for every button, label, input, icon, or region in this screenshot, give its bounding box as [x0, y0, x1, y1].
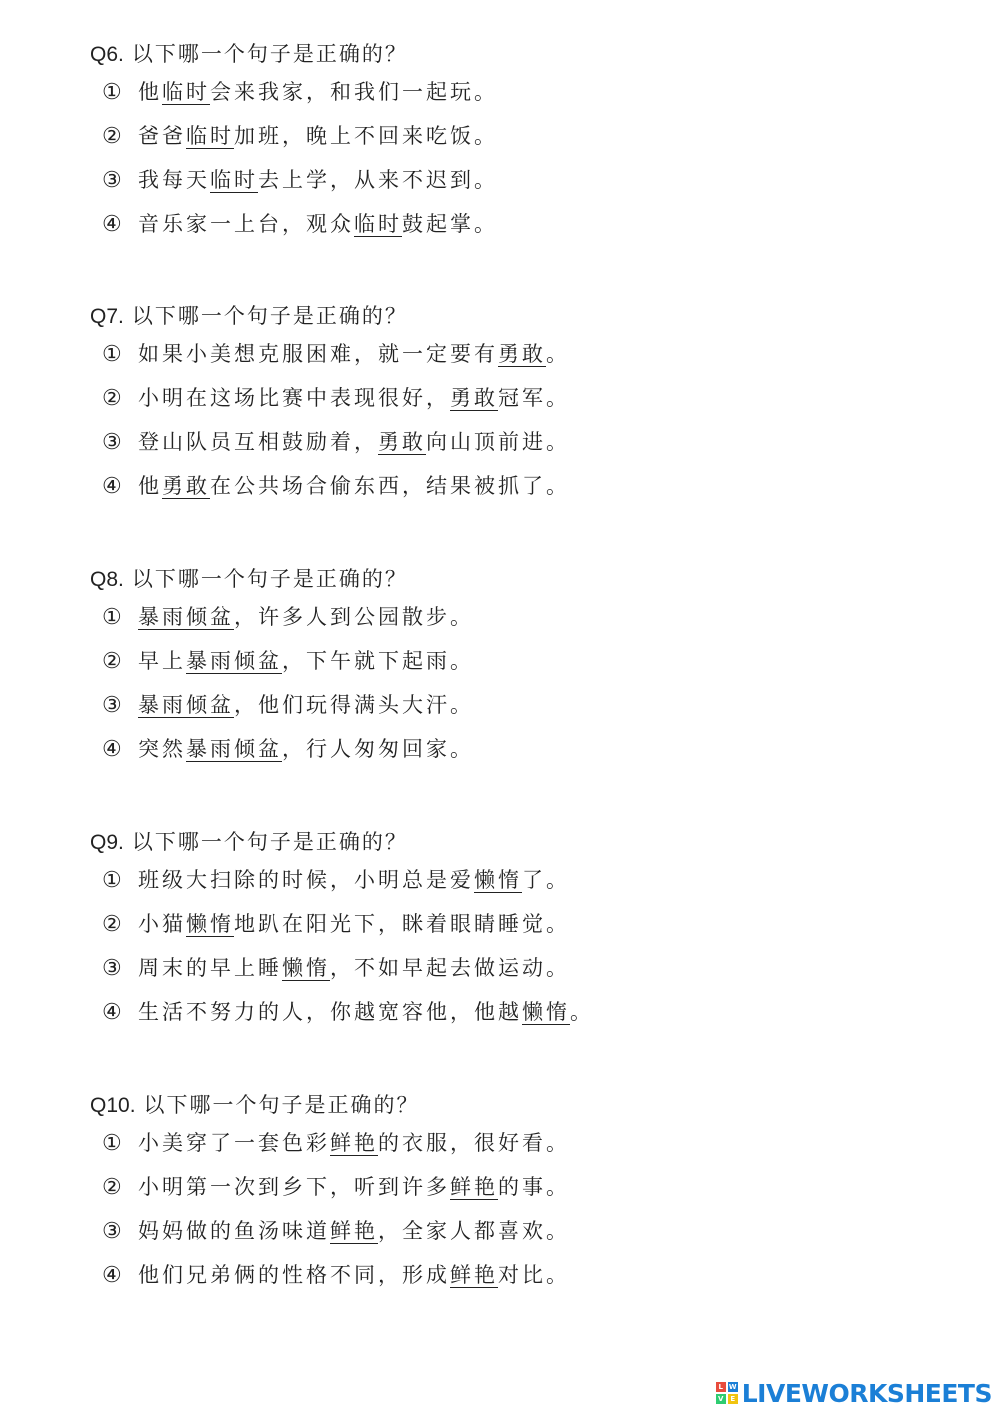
underlined-word: 临时 — [354, 212, 402, 236]
answer-option[interactable] — [90, 158, 498, 202]
option-text: 突然 — [138, 737, 186, 761]
question-block — [90, 300, 570, 508]
underlined-word: 懒惰 — [522, 1000, 570, 1024]
question-block — [90, 563, 474, 771]
option-marker: ④ — [102, 1000, 122, 1025]
option-text: ，下午就下起雨。 — [282, 649, 474, 673]
underlined-word: 临时 — [162, 80, 210, 104]
option-marker: ④ — [102, 1263, 122, 1288]
question-prompt: 以下哪一个句子是正确的？ — [131, 567, 408, 591]
logo-cell: E — [728, 1394, 738, 1404]
underlined-word: 鲜艳 — [450, 1175, 498, 1199]
logo-cell: L — [716, 1382, 726, 1392]
option-text: 妈妈做的鱼汤味道 — [138, 1219, 330, 1243]
option-text: 会来我家，和我们一起玩。 — [210, 80, 498, 104]
option-text: 鼓起掌。 — [402, 212, 498, 236]
option-text: 他 — [138, 474, 162, 498]
option-text: 生活不努力的人，你越宽容他，他越 — [138, 1000, 522, 1024]
option-text: 他们兄弟俩的性格不同，形成 — [138, 1263, 450, 1287]
question-prompt: 以下哪一个句子是正确的？ — [131, 42, 408, 66]
underlined-word: 懒惰 — [186, 912, 234, 936]
underlined-word: 鲜艳 — [330, 1219, 378, 1243]
option-text: ，行人匆匆回家。 — [282, 737, 474, 761]
underlined-word: 临时 — [186, 124, 234, 148]
question-number: Q8. — [90, 568, 124, 591]
option-text: 小美穿了一套色彩 — [138, 1131, 330, 1155]
option-marker: ② — [102, 649, 122, 674]
option-text: 。 — [570, 1000, 594, 1024]
answer-option[interactable] — [90, 595, 474, 639]
option-text: 登山队员互相鼓励着， — [138, 430, 378, 454]
option-text: 地趴在阳光下，眯着眼睛睡觉。 — [234, 912, 570, 936]
option-text: ，许多人到公园散步。 — [234, 605, 474, 629]
question-number: Q9. — [90, 831, 124, 854]
underlined-word: 懒惰 — [282, 956, 330, 980]
underlined-word: 勇敢 — [162, 474, 210, 498]
underlined-word: 勇敢 — [450, 386, 498, 410]
option-text: 音乐家一上台，观众 — [138, 212, 354, 236]
underlined-word: 暴雨倾盆 — [138, 605, 234, 629]
answer-option[interactable] — [90, 990, 594, 1034]
option-text: 爸爸 — [138, 124, 186, 148]
option-marker: ④ — [102, 737, 122, 762]
answer-option[interactable] — [90, 858, 594, 902]
answer-option[interactable] — [90, 114, 498, 158]
option-text: 小明在这场比赛中表现很好， — [138, 386, 450, 410]
option-text: 向山顶前进。 — [426, 430, 570, 454]
question-number: Q6. — [90, 43, 124, 66]
underlined-word: 鲜艳 — [450, 1263, 498, 1287]
answer-option[interactable] — [90, 946, 594, 990]
logo-cell: W — [728, 1383, 737, 1391]
underlined-word: 暴雨倾盆 — [138, 693, 234, 717]
answer-option[interactable] — [90, 683, 474, 727]
option-text: ，全家人都喜欢。 — [378, 1219, 570, 1243]
underlined-word: 勇敢 — [498, 342, 546, 366]
option-marker: ② — [102, 386, 122, 411]
question-block — [90, 1089, 570, 1297]
underlined-word: 临时 — [210, 168, 258, 192]
answer-option[interactable] — [90, 70, 498, 114]
option-marker: ② — [102, 912, 122, 937]
question-block — [90, 38, 498, 246]
option-text: ，不如早起去做运动。 — [330, 956, 570, 980]
option-text: 冠军。 — [498, 386, 570, 410]
option-text: 小明第一次到乡下，听到许多 — [138, 1175, 450, 1199]
underlined-word: 暴雨倾盆 — [186, 737, 282, 761]
answer-option[interactable] — [90, 1209, 570, 1253]
liveworksheets-footer — [716, 1378, 992, 1408]
question-number: Q7. — [90, 305, 124, 328]
option-text: 对比。 — [498, 1263, 570, 1287]
option-marker: ① — [102, 342, 122, 367]
answer-option[interactable] — [90, 727, 474, 771]
option-marker: ③ — [102, 693, 122, 718]
answer-option[interactable] — [90, 202, 498, 246]
question-block — [90, 826, 594, 1034]
logo-cell: V — [716, 1394, 726, 1404]
option-text: 的衣服，很好看。 — [378, 1131, 570, 1155]
option-marker: ② — [102, 124, 122, 149]
option-marker: ④ — [102, 212, 122, 237]
question-title — [90, 563, 474, 595]
answer-option[interactable] — [90, 376, 570, 420]
option-text: 他 — [138, 80, 162, 104]
answer-option[interactable] — [90, 332, 570, 376]
question-title — [90, 38, 498, 70]
option-marker: ③ — [102, 430, 122, 455]
option-text: 的事。 — [498, 1175, 570, 1199]
option-text: 去上学，从来不迟到。 — [258, 168, 498, 192]
option-text: 在公共场合偷东西，结果被抓了。 — [210, 474, 570, 498]
option-text: 如果小美想克服困难，就一定要有 — [138, 342, 498, 366]
option-text: 早上 — [138, 649, 186, 673]
option-text: 小猫 — [138, 912, 186, 936]
option-text: 周末的早上睡 — [138, 956, 282, 980]
underlined-word: 鲜艳 — [330, 1131, 378, 1155]
option-marker: ① — [102, 1131, 122, 1156]
question-prompt: 以下哪一个句子是正确的？ — [131, 830, 408, 854]
answer-option[interactable] — [90, 639, 474, 683]
option-text: 了。 — [522, 868, 570, 892]
answer-option[interactable] — [90, 420, 570, 464]
underlined-word: 懒惰 — [474, 868, 522, 892]
option-text: ，他们玩得满头大汗。 — [234, 693, 474, 717]
option-marker: ① — [102, 868, 122, 893]
option-text: 我每天 — [138, 168, 210, 192]
option-marker: ③ — [102, 956, 122, 981]
option-text: 。 — [546, 342, 570, 366]
option-marker: ② — [102, 1175, 122, 1200]
liveworksheets-logo-icon — [716, 1382, 738, 1404]
question-number: Q10. — [90, 1094, 136, 1117]
underlined-word: 勇敢 — [378, 430, 426, 454]
answer-option[interactable] — [90, 1253, 570, 1297]
question-prompt: 以下哪一个句子是正确的？ — [143, 1093, 420, 1117]
answer-option[interactable] — [90, 1165, 570, 1209]
option-marker: ④ — [102, 474, 122, 499]
answer-option[interactable] — [90, 1121, 570, 1165]
brand-name: LIVEWORKSHEETS — [741, 1378, 992, 1408]
option-text: 班级大扫除的时候，小明总是爱 — [138, 868, 474, 892]
question-prompt: 以下哪一个句子是正确的？ — [131, 304, 408, 328]
answer-option[interactable] — [90, 464, 570, 508]
option-text: 加班，晚上不回来吃饭。 — [234, 124, 498, 148]
underlined-word: 暴雨倾盆 — [186, 649, 282, 673]
option-marker: ③ — [102, 168, 122, 193]
answer-option[interactable] — [90, 902, 594, 946]
question-title — [90, 826, 594, 858]
option-marker: ③ — [102, 1219, 122, 1244]
question-title — [90, 300, 570, 332]
option-marker: ① — [102, 605, 122, 630]
option-marker: ① — [102, 80, 122, 105]
question-title — [90, 1089, 570, 1121]
